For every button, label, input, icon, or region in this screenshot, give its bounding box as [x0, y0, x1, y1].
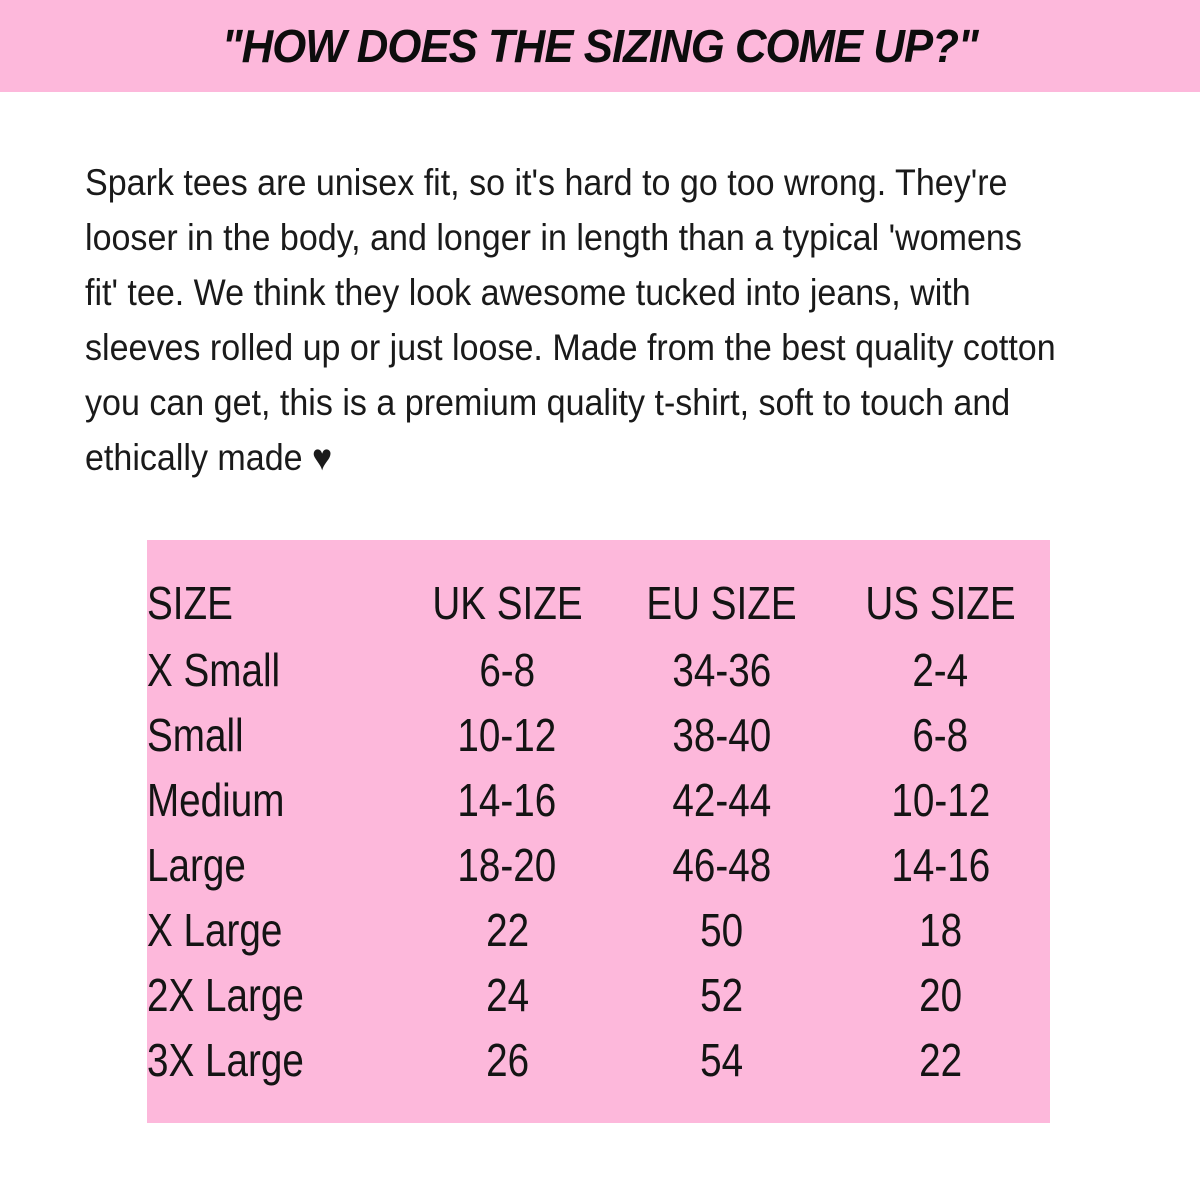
table-row-large [147, 832, 1050, 897]
cell-eu-size: 46-48 [672, 838, 772, 891]
column-header-size: SIZE [147, 577, 233, 629]
cell-uk-size: 6-8 [479, 643, 536, 696]
cell-uk-size: 24 [485, 968, 529, 1021]
cell-uk-size: 26 [485, 1033, 529, 1086]
cell-size: 3X Large [147, 1033, 304, 1086]
table-row-small [147, 702, 1050, 767]
cell-us-size: 6-8 [912, 708, 969, 761]
intro-line-6: ethically made ♥ [85, 437, 333, 478]
cell-eu-size: 42-44 [672, 773, 772, 826]
cell-size: Medium [147, 773, 285, 826]
cell-size: X Large [147, 903, 283, 956]
cell-eu-size: 38-40 [672, 708, 772, 761]
cell-us-size: 10-12 [891, 773, 990, 826]
cell-us-size: 14-16 [891, 838, 990, 891]
cell-uk-size: 10-12 [457, 708, 557, 761]
cell-uk-size: 22 [485, 903, 529, 956]
column-header-us-size: US SIZE [865, 577, 1016, 629]
cell-us-size: 2-4 [912, 643, 969, 696]
cell-us-size: 18 [919, 903, 963, 956]
cell-size: Small [147, 708, 244, 761]
page-title: "HOW DOES THE SIZING COME UP?" [222, 20, 978, 72]
intro-paragraph [85, 155, 1056, 485]
cell-size: Large [147, 838, 246, 891]
cell-uk-size: 14-16 [457, 773, 557, 826]
table-row-medium [147, 767, 1050, 832]
intro-line-4: sleeves rolled up or just loose. Made from the best quality cotton [85, 327, 1056, 368]
cell-us-size: 20 [919, 968, 963, 1021]
intro-line-2: looser in the body, and longer in length than a typical 'womens [85, 217, 1022, 258]
column-header-eu-size: EU SIZE [646, 577, 797, 629]
table-row-3x-large [147, 1027, 1050, 1092]
cell-eu-size: 34-36 [672, 643, 772, 696]
size-table-header-row [147, 569, 1050, 637]
cell-us-size: 22 [919, 1033, 963, 1086]
cell-size: 2X Large [147, 968, 304, 1021]
table-row-2x-large [147, 962, 1050, 1027]
intro-line-5: you can get, this is a premium quality t-shirt, soft to touch and [85, 382, 1011, 423]
cell-eu-size: 52 [700, 968, 744, 1021]
table-row-x-small [147, 637, 1050, 702]
cell-eu-size: 50 [700, 903, 744, 956]
cell-size: X Small [147, 643, 281, 696]
column-header-uk-size: UK SIZE [432, 577, 583, 629]
size-chart-panel [147, 540, 1050, 1123]
cell-eu-size: 54 [700, 1033, 744, 1086]
intro-line-3: fit' tee. We think they look awesome tucked into jeans, with [85, 272, 971, 313]
cell-uk-size: 18-20 [457, 838, 557, 891]
intro-line-1: Spark tees are unisex fit, so it's hard to go too wrong. They're [85, 162, 1008, 203]
table-row-x-large [147, 897, 1050, 962]
size-table [147, 569, 1050, 1092]
header-banner [0, 0, 1200, 92]
